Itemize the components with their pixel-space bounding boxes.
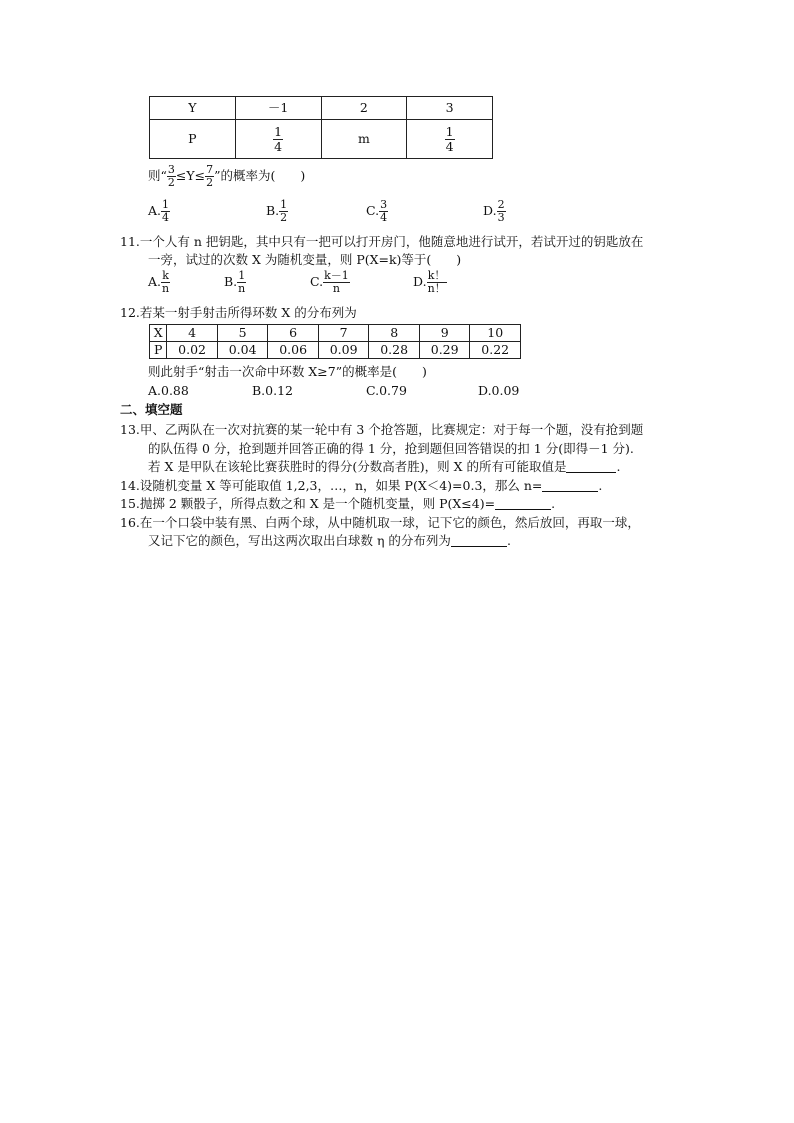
table-cell: 0.22 (470, 342, 521, 359)
question-11-line2: 一旁，试过的次数 X 为随机变量，则 P(X=k)等于( ) (148, 252, 462, 267)
choice-c: C. $\frac{k-1}{n}$ (310, 269, 349, 296)
table-cell (235, 120, 321, 159)
question-13-line2: 的队伍得 0 分，抢到题并回答正确的得 1 分，抢到题但回答错误的扣 1 分(即得－1 分). (148, 441, 634, 456)
table-row (150, 325, 521, 342)
fraction: $\frac{2}{3}$ (497, 198, 505, 225)
table-cell: 4 (167, 325, 218, 342)
table-cell: 7 (318, 325, 369, 342)
section-heading: 二、填空题 (120, 402, 183, 417)
table-cell: 10 (470, 325, 521, 342)
choice-b: B. $\frac{1}{n}$ (224, 269, 246, 296)
fraction: $\frac{k}{n}$ (162, 269, 170, 296)
choice-a: A.0.88 (148, 383, 189, 398)
fraction: $\frac{1}{4}$ (162, 198, 170, 225)
choice-b: B. $\frac{1}{2}$ (266, 198, 288, 225)
distribution-table-x (149, 324, 521, 359)
table-cell: 8 (369, 325, 420, 342)
question-16-line1: 16.在一个口袋中装有黑、白两个球，从中随机取一球，记下它的颜色，然后放回，再取一球， (120, 515, 640, 530)
table-cell: P (150, 342, 167, 359)
distribution-table-y (149, 96, 493, 159)
question-13-line1: 13.甲、乙两队在一次对抗赛的某一轮中有 3 个抢答题，比赛规定：对于每一个题，没有抢到题 (120, 422, 644, 437)
answer-blank[interactable] (451, 534, 507, 547)
fraction: $\frac{k-1}{n}$ (324, 269, 349, 296)
question-13-line3: 若 X 是甲队在该轮比赛获胜时的得分(分数高者胜)，则 X 的所有可能取值是 . (148, 459, 621, 474)
fraction: $\frac{k!}{n!}$ (427, 269, 446, 296)
table-row (150, 120, 493, 159)
table-cell: P (150, 120, 236, 159)
answer-blank[interactable] (542, 479, 598, 492)
choice-a: A. $\frac{k}{n}$ (148, 269, 170, 296)
table-cell: 3 (407, 97, 493, 120)
table-cell: 0.06 (268, 342, 319, 359)
question-16-line2: 又记下它的颜色，写出这两次取出白球数 η 的分布列为 . (148, 533, 511, 548)
question-12-stem: 则此射手“射击一次命中环数 X≥7”的概率是( ) (148, 364, 427, 379)
table-cell: 5 (217, 325, 268, 342)
table-cell: 0.28 (369, 342, 420, 359)
choice-c: C.0.79 (366, 383, 407, 398)
choice-c: C. $\frac{3}{4}$ (366, 198, 388, 225)
question-12-line1: 12.若某一射手射击所得环数 X 的分布列为 (120, 305, 357, 320)
choice-b: B.0.12 (252, 383, 293, 398)
answer-blank[interactable] (566, 460, 616, 473)
question-15: 15.抛掷 2 颗骰子，所得点数之和 X 是一个随机变量，则 P(X≤4)= . (120, 496, 556, 511)
table-row (150, 342, 521, 359)
table-cell: 0.02 (167, 342, 218, 359)
table-cell (407, 120, 493, 159)
fraction: $\frac{3}{4}$ (380, 198, 388, 225)
choice-d: D.0.09 (478, 383, 520, 398)
choice-d: D. $\frac{k!}{n!}$ (413, 269, 446, 296)
table-row (150, 97, 493, 120)
question-14: 14.设随机变量 X 等可能取值 1,2,3，…，n，如果 P(X＜4)=0.3，那么 n= . (120, 478, 603, 493)
table-cell: Y (150, 97, 236, 120)
table-cell: 0.09 (318, 342, 369, 359)
fraction: $\frac{1}{4}$ (274, 123, 283, 154)
table-cell: 6 (268, 325, 319, 342)
table-cell: －1 (235, 97, 321, 120)
choice-d: D. $\frac{2}{3}$ (483, 198, 505, 225)
fraction: $\frac{1}{4}$ (445, 123, 454, 154)
table-cell: 2 (321, 97, 407, 120)
table-cell: m (321, 120, 407, 159)
question-10-stem: 则“ $\frac{3}{2}$ ≤Y≤ $\frac{7}{2}$ ”的概率为( ) (148, 163, 306, 190)
fraction: $\frac{1}{n}$ (238, 269, 246, 296)
table-cell: 0.04 (217, 342, 268, 359)
table-cell: 0.29 (419, 342, 470, 359)
fraction: $\frac{7}{2}$ (206, 163, 214, 190)
question-11-line1: 11.一个人有 n 把钥匙，其中只有一把可以打开房门，他随意地进行试开，若试开过的钥匙放在 (120, 234, 644, 249)
choice-a: A. $\frac{1}{4}$ (148, 198, 170, 225)
table-cell: X (150, 325, 167, 342)
answer-blank[interactable] (495, 497, 551, 510)
fraction: $\frac{1}{2}$ (280, 198, 288, 225)
fraction: $\frac{3}{2}$ (167, 163, 175, 190)
table-cell: 9 (419, 325, 470, 342)
